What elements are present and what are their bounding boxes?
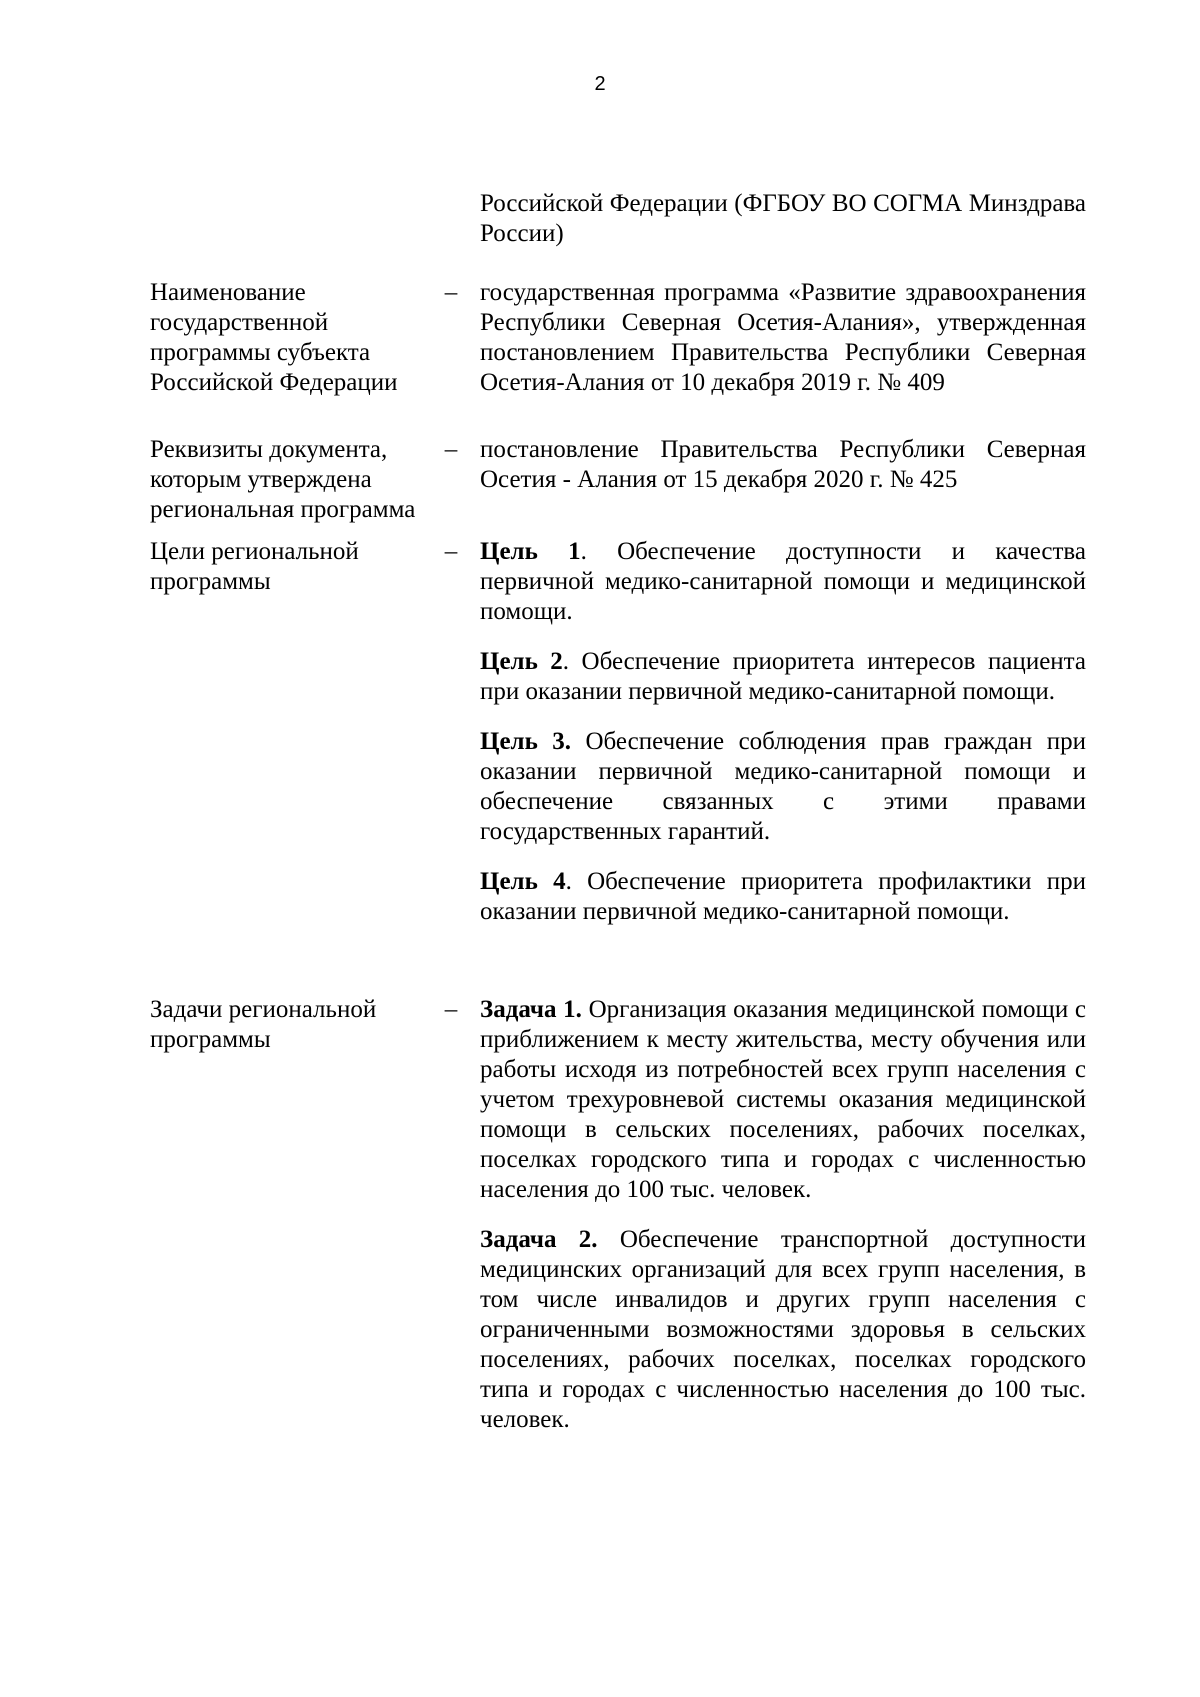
task-paragraph bbox=[480, 1225, 1086, 1435]
paragraph-text: . Обеспечение приоритета интересов пациента при оказании первичной медико-санитарной помощи. bbox=[480, 648, 1086, 705]
dash: – bbox=[444, 996, 458, 1023]
continuation-text: Российской Федерации (ФГБОУ ВО СОГМА Минздрава России) bbox=[480, 190, 1086, 247]
paragraph-text: . Обеспечение доступности и качества первичной медико-санитарной помощи и медицинской помощи. bbox=[480, 538, 1087, 625]
goal-paragraph bbox=[480, 727, 1086, 847]
paragraph bbox=[480, 278, 1086, 398]
dash: – bbox=[444, 436, 458, 463]
task-paragraph bbox=[480, 995, 1086, 1205]
dash: – bbox=[444, 279, 458, 306]
goal-heading: Цель 1 bbox=[480, 538, 581, 565]
goal-heading: Цель 2 bbox=[480, 648, 563, 675]
row-value bbox=[480, 435, 1086, 495]
goal-heading: Цель 3. bbox=[480, 728, 572, 755]
dash: – bbox=[444, 538, 458, 565]
row-value bbox=[480, 995, 1086, 1435]
row-value bbox=[480, 278, 1086, 398]
paragraph-text: . Обеспечение приоритета профилактики при оказании первичной медико-санитарной помощи. bbox=[480, 868, 1086, 925]
row-label: Реквизиты документа, которым утверждена региональная программа bbox=[150, 436, 416, 523]
goal-heading: Цель 4 bbox=[480, 868, 566, 895]
task-heading: Задача 2. bbox=[480, 1226, 598, 1253]
paragraph-text: Обеспечение транспортной доступности медицинских организаций для всех групп населения, в том числе инвалидов и других групп населения с ограниченными возможностями здоровья в сельских поселениях, рабочих поселках, поселках городского типа и городах с численностью населения до 100 тыс. человек. bbox=[480, 1226, 1086, 1433]
row-label: Наименование государственной программы субъекта Российской Федерации bbox=[150, 279, 398, 396]
task-heading: Задача 1. bbox=[480, 996, 582, 1023]
paragraph-text: государственная программа «Развитие здравоохранения Республики Северная Осетия-Алания», утвержденная постановлением Правительства Республики Северная Осетия-Алания от 10 декабря 2019 г. № 409 bbox=[480, 279, 1086, 396]
goal-paragraph bbox=[480, 867, 1086, 927]
goal-paragraph bbox=[480, 537, 1086, 627]
paragraph-text: Организация оказания медицинской помощи с приближением к месту жительства, месту обучения или работы исходя из потребностей всех групп населения с учетом трехуровневой системы оказания медицинской помощи в сельских поселениях, рабочих поселках, поселках городского типа и городах с численностью населения до 100 тыс. человек. bbox=[480, 996, 1086, 1203]
row-label: Задачи региональной программы bbox=[150, 996, 377, 1053]
page-number: 2 bbox=[594, 73, 606, 95]
row-value bbox=[480, 537, 1086, 927]
paragraph-text: Обеспечение соблюдения прав граждан при оказании первичной медико-санитарной помощи и обеспечение связанных с этими правами государственных гарантий. bbox=[480, 728, 1086, 845]
paragraph bbox=[480, 435, 1086, 495]
paragraph-text: постановление Правительства Республики Северная Осетия - Алания от 15 декабря 2020 г. № 425 bbox=[480, 436, 1086, 493]
goal-paragraph bbox=[480, 647, 1086, 707]
row-label: Цели региональной программы bbox=[150, 538, 359, 595]
